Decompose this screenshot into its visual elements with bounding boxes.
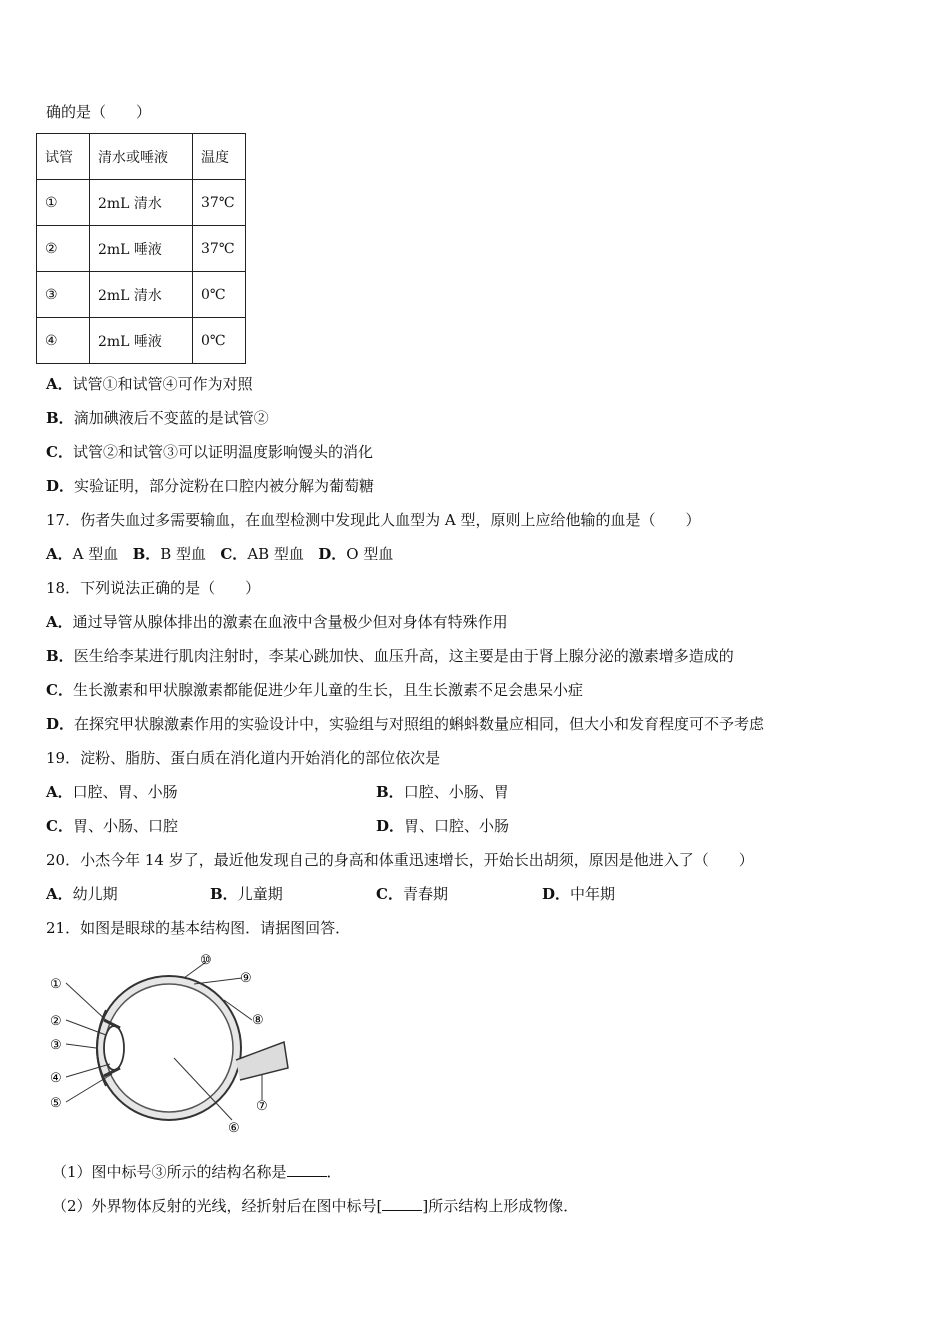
option-a: A．口腔、胃、小肠 xyxy=(46,783,178,801)
option-d: D．实验证明，部分淀粉在口腔内被分解为葡萄糖 xyxy=(46,477,375,495)
option-a: A．幼儿期 xyxy=(46,885,118,903)
diagram-label: ① xyxy=(50,977,62,992)
diagram-label: ⑩ xyxy=(200,953,212,968)
option-d: D．胃、口腔、小肠 xyxy=(376,817,510,835)
table-row xyxy=(37,226,246,272)
table-cell: ④ xyxy=(37,318,90,364)
question-18-stem: 18．下列说法正确的是（ ） xyxy=(46,579,261,597)
table-header: 试管 xyxy=(37,134,90,180)
question-21-part-2: （2）外界物体反射的光线，经折射后在图中标号[ ]所示结构上形成物像． xyxy=(52,1197,579,1215)
diagram-label: ② xyxy=(50,1014,62,1029)
option-c: C．青春期 xyxy=(376,885,448,903)
table-cell: ③ xyxy=(37,272,90,318)
diagram-label: ④ xyxy=(50,1071,62,1086)
table-cell: 2mL 唾液 xyxy=(90,318,193,364)
table-row xyxy=(37,318,246,364)
option-b: B．儿童期 xyxy=(210,885,283,903)
question-intro: 确的是（ ） xyxy=(46,103,152,121)
question-17-stem: 17．伤者失血过多需要输血，在血型检测中发现此人血型为 A 型，原则上应给他输的血是（ ） xyxy=(46,511,701,529)
diagram-label: ⑤ xyxy=(50,1096,62,1111)
option-a: A．通过导管从腺体排出的激素在血液中含量极少但对身体有特殊作用 xyxy=(46,613,508,631)
option-c: C．胃、小肠、口腔 xyxy=(46,817,178,835)
question-17-options: A．A 型血 B．B 型血 C．AB 型血 D．O 型血 xyxy=(46,545,394,563)
option-c: C．试管②和试管③可以证明温度影响馒头的消化 xyxy=(46,443,373,461)
table-cell: 0℃ xyxy=(193,272,246,318)
diagram-label: ⑧ xyxy=(252,1013,264,1028)
table-cell: 37℃ xyxy=(193,180,246,226)
table-cell: ② xyxy=(37,226,90,272)
option-b: B．滴加碘液后不变蓝的是试管② xyxy=(46,409,269,427)
option-d: D．中年期 xyxy=(542,885,616,903)
eyeball-diagram xyxy=(44,950,304,1140)
table-header: 清水或唾液 xyxy=(90,134,193,180)
table-row xyxy=(37,272,246,318)
answer-blank[interactable] xyxy=(287,1162,327,1177)
table-cell: 0℃ xyxy=(193,318,246,364)
table-header: 温度 xyxy=(193,134,246,180)
table-header-row xyxy=(37,134,246,180)
table-cell: 2mL 清水 xyxy=(90,180,193,226)
question-19-stem: 19．淀粉、脂肪、蛋白质在消化道内开始消化的部位依次是 xyxy=(46,749,441,767)
table-row xyxy=(37,180,246,226)
option-b: B．口腔、小肠、胃 xyxy=(376,783,509,801)
diagram-label: ⑥ xyxy=(228,1121,240,1136)
answer-blank[interactable] xyxy=(382,1196,422,1211)
table-cell: 2mL 唾液 xyxy=(90,226,193,272)
option-c: C．生长激素和甲状腺激素都能促进少年儿童的生长，且生长激素不足会患呆小症 xyxy=(46,681,583,699)
option-a: A．试管①和试管④可作为对照 xyxy=(46,375,253,393)
experiment-table xyxy=(36,133,246,364)
question-20-stem: 20．小杰今年 14 岁了，最近他发现自己的身高和体重迅速增长，开始长出胡须，原因是他进入了（ ） xyxy=(46,851,754,869)
diagram-label: ⑦ xyxy=(256,1099,268,1114)
diagram-label: ⑨ xyxy=(240,971,252,986)
diagram-label: ③ xyxy=(50,1038,62,1053)
option-b: B．医生给李某进行肌肉注射时，李某心跳加快、血压升高，这主要是由于肾上腺分泌的激素增多造成的 xyxy=(46,647,734,665)
table-cell: ① xyxy=(37,180,90,226)
option-d: D．在探究甲状腺激素作用的实验设计中，实验组与对照组的蝌蚪数量应相同，但大小和发育程度可不予考虑 xyxy=(46,715,765,733)
question-21-part-1: （1）图中标号③所示的结构名称是 ． xyxy=(52,1163,342,1181)
table-cell: 2mL 清水 xyxy=(90,272,193,318)
question-21-stem: 21．如图是眼球的基本结构图．请据图回答． xyxy=(46,919,351,937)
table-cell: 37℃ xyxy=(193,226,246,272)
